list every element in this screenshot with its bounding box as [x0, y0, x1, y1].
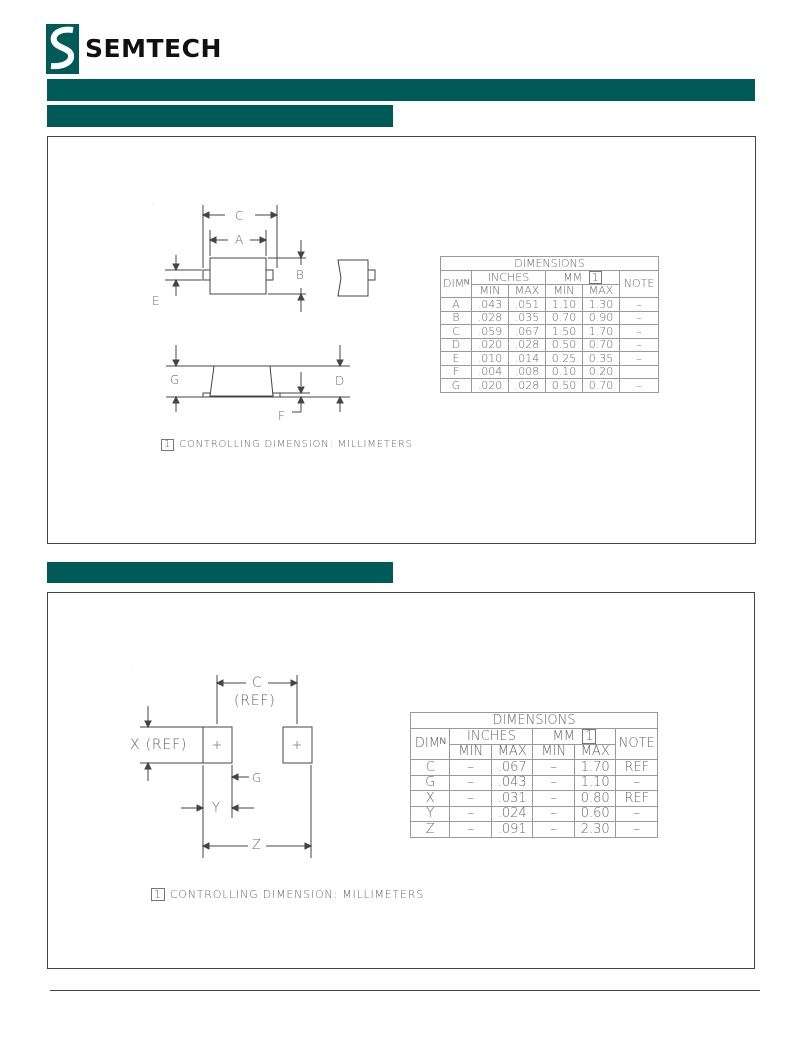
cell: .067: [491, 760, 533, 776]
subheader: MAX: [509, 284, 546, 298]
mm-header: [533, 728, 616, 744]
semtech-logo-icon: [46, 24, 79, 74]
cell: Y: [411, 806, 450, 822]
cell: –: [533, 806, 575, 822]
cell: –: [450, 775, 492, 791]
cell: –: [620, 352, 659, 366]
dim-label-f: F: [278, 409, 286, 423]
dim-header: DIMᴺ: [411, 728, 450, 760]
cell: 0.70: [583, 379, 620, 393]
note-header: NOTE: [616, 728, 658, 760]
cell: 0.90: [583, 311, 620, 325]
table-row: [441, 338, 659, 352]
cell: –: [620, 338, 659, 352]
subheader: MIN: [450, 744, 492, 760]
cell: 0.60: [574, 806, 616, 822]
mm-label: MM: [552, 728, 575, 744]
cell: .043: [472, 298, 509, 312]
table-row: [441, 379, 659, 393]
cell: D: [441, 338, 472, 352]
section-bar-land-pattern: [47, 562, 393, 583]
cell: Z: [411, 822, 450, 838]
cell: .051: [509, 298, 546, 312]
cell: C: [441, 325, 472, 339]
cell: REF: [616, 760, 658, 776]
cell: 1.70: [574, 760, 616, 776]
cell: –: [533, 760, 575, 776]
table-row: [441, 365, 659, 379]
cell: .004: [472, 365, 509, 379]
inches-header: INCHES: [450, 728, 533, 744]
cell: .043: [491, 775, 533, 791]
dim-label-z: Z: [252, 838, 262, 853]
cell: .059: [472, 325, 509, 339]
cell: G: [441, 379, 472, 393]
cell: 0.70: [546, 311, 583, 325]
svg-text:.: .: [132, 666, 134, 671]
table-row: [411, 806, 658, 822]
dimensions-table-outline: [440, 256, 659, 393]
dim-label-a: A: [235, 233, 245, 247]
cell: .028: [472, 311, 509, 325]
table-title: DIMENSIONS: [441, 257, 659, 271]
cell: 0.50: [546, 338, 583, 352]
package-outline-drawing: [140, 195, 430, 425]
cell: G: [411, 775, 450, 791]
cell: 0.35: [583, 352, 620, 366]
cell: –: [450, 806, 492, 822]
controlling-dimension-note: [161, 439, 413, 451]
company-name: SEMTECH: [85, 34, 222, 63]
cell: 1.70: [583, 325, 620, 339]
table-row: [441, 352, 659, 366]
subheader: MIN: [546, 284, 583, 298]
mm-header: [546, 270, 620, 284]
cell: .031: [491, 791, 533, 807]
section-bar-outline: [47, 105, 393, 127]
dim-label-y: Y: [212, 801, 221, 816]
cell: –: [533, 775, 575, 791]
cell: 0.80: [574, 791, 616, 807]
subheader: MIN: [472, 284, 509, 298]
dim-label-g: G: [170, 373, 181, 387]
cell: –: [533, 791, 575, 807]
cell: 2.30: [574, 822, 616, 838]
footnote-marker: 1: [151, 888, 165, 901]
cell: B: [441, 311, 472, 325]
cell: –: [616, 806, 658, 822]
cell: –: [620, 325, 659, 339]
footer-rule: [50, 990, 760, 991]
cell: F: [441, 365, 472, 379]
note-marker: 1: [589, 271, 602, 284]
table-row: [411, 822, 658, 838]
note-header: NOTE: [620, 270, 659, 298]
cell: –: [616, 822, 658, 838]
cell: .091: [491, 822, 533, 838]
cell: .028: [509, 379, 546, 393]
dim-label-e: E: [152, 294, 161, 308]
subheader: MIN: [533, 744, 575, 760]
cell: [620, 365, 659, 379]
subheader: MAX: [491, 744, 533, 760]
cell: 1.10: [574, 775, 616, 791]
cell: .035: [509, 311, 546, 325]
dim-label-x: X (REF): [130, 737, 188, 753]
table-row: [411, 775, 658, 791]
cell: –: [450, 760, 492, 776]
cell: 0.20: [583, 365, 620, 379]
cell: –: [620, 379, 659, 393]
svg-text:.: .: [152, 201, 154, 206]
table-row: [411, 791, 658, 807]
cell: .008: [509, 365, 546, 379]
land-pattern-drawing: [125, 660, 325, 860]
cell: 0.10: [546, 365, 583, 379]
cell: .020: [472, 338, 509, 352]
table-title: DIMENSIONS: [411, 713, 658, 729]
table-row: [441, 311, 659, 325]
cell: E: [441, 352, 472, 366]
cell: .067: [509, 325, 546, 339]
note-marker: 1: [582, 729, 596, 744]
cell: –: [450, 822, 492, 838]
footnote-text: CONTROLLING DIMENSION: MILLIMETERS: [179, 439, 413, 450]
dim-header: DIMᴺ: [441, 270, 472, 298]
cell: –: [533, 822, 575, 838]
cell: –: [450, 791, 492, 807]
cell: –: [620, 298, 659, 312]
cell: –: [620, 311, 659, 325]
cell: 0.50: [546, 379, 583, 393]
header-bar: [47, 79, 755, 101]
inches-header: INCHES: [472, 270, 546, 284]
table-row: [411, 760, 658, 776]
dim-label-d: D: [335, 374, 346, 388]
footnote-marker: 1: [161, 439, 174, 451]
dim-label-c: C: [252, 675, 263, 691]
cell: REF: [616, 791, 658, 807]
dim-label-c-ref: (REF): [234, 693, 276, 709]
table-row: [441, 298, 659, 312]
cell: 0.25: [546, 352, 583, 366]
table-row: [441, 325, 659, 339]
cell: 1.10: [546, 298, 583, 312]
cell: .010: [472, 352, 509, 366]
cell: 1.50: [546, 325, 583, 339]
cell: X: [411, 791, 450, 807]
dimensions-table-land-pattern: [410, 712, 658, 838]
dim-label-g: G: [252, 771, 263, 785]
cell: .028: [509, 338, 546, 352]
cell: 0.70: [583, 338, 620, 352]
dim-label-b: B: [296, 268, 305, 282]
subheader: MAX: [574, 744, 616, 760]
cell: .014: [509, 352, 546, 366]
cell: .020: [472, 379, 509, 393]
cell: 1.30: [583, 298, 620, 312]
cell: A: [441, 298, 472, 312]
mm-label: MM: [563, 270, 583, 284]
cell: –: [616, 775, 658, 791]
subheader: MAX: [583, 284, 620, 298]
footnote-text: CONTROLLING DIMENSION: MILLIMETERS: [169, 888, 425, 901]
cell: .024: [491, 806, 533, 822]
controlling-dimension-note: [151, 888, 424, 901]
cell: C: [411, 760, 450, 776]
dim-label-c: C: [235, 209, 245, 223]
